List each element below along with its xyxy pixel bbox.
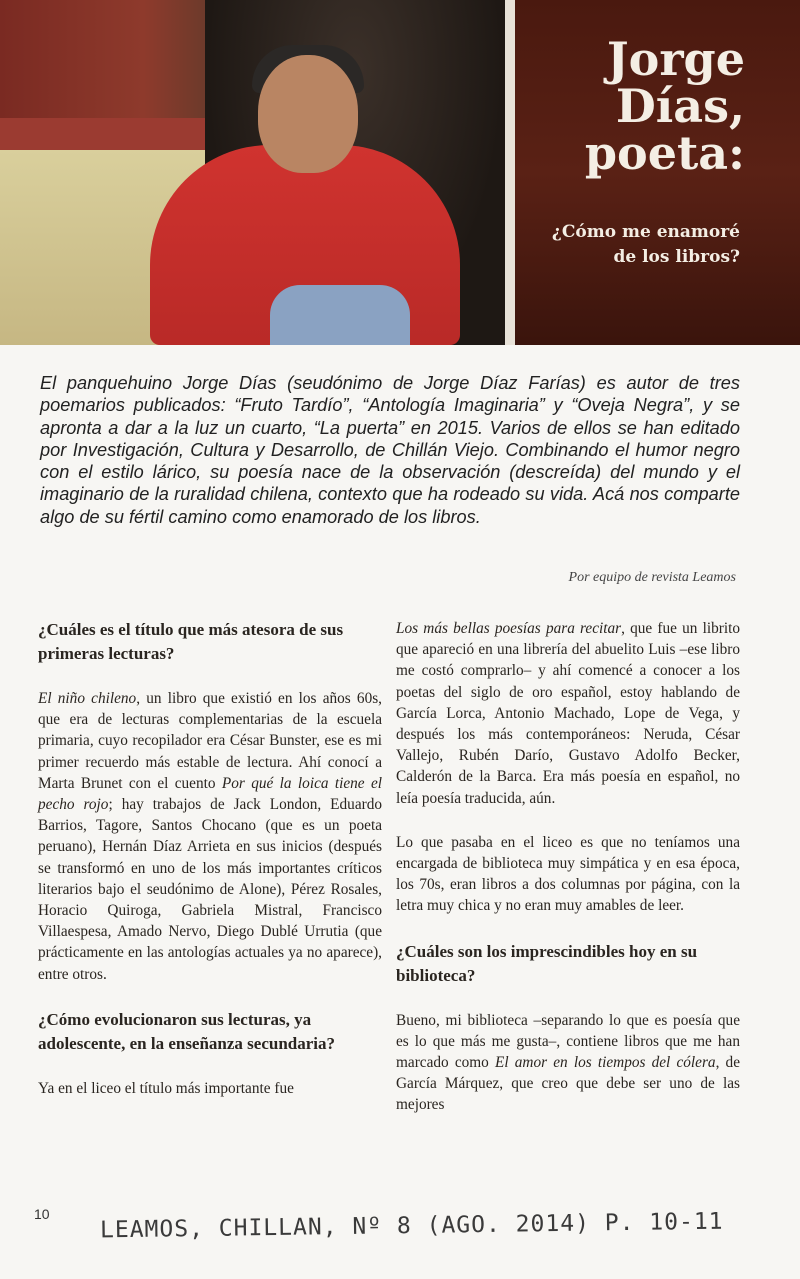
person-head xyxy=(258,55,358,173)
story-title: Por qué la loica tiene el pecho rojo xyxy=(38,774,382,814)
wall-trim xyxy=(0,118,205,150)
left-column xyxy=(38,618,382,1122)
answer-3 xyxy=(396,1010,740,1116)
byline: Por equipo de revista Leamos xyxy=(568,570,736,585)
title-line: Jorge xyxy=(606,32,745,86)
answer-text: , de García Márquez, que creo que debe ser uno de las mejores xyxy=(396,1054,740,1114)
question-3: ¿Cuáles son los imprescindibles hoy en su biblioteca? xyxy=(396,941,698,985)
subtitle-line: ¿Cómo me enamoré xyxy=(551,222,740,242)
answer-text: ; hay trabajos de Jack London, Eduardo Barrios, Tagore, Santos Chocano (que es un poeta peruano), Hernán Díaz Arrieta en sus inicios (después se transformó en uno de los más importantes críticos literarios bajo el seudónimo de Alone), Pérez Rosales, Horacio Quiroga, Gabriela Mistral, Francisco Villaespesa, Amado Nervo, Diego Dublé Urrutia (que prácticamente en las antologías actuales ya no aparece), entre otros. xyxy=(38,796,382,983)
person-jeans xyxy=(270,285,410,345)
answer-1 xyxy=(38,688,382,985)
answer-2-start: Ya en el liceo el título más importante fue xyxy=(38,1079,294,1097)
article-subtitle xyxy=(540,220,740,270)
book-title: El amor en los tiempos del cólera xyxy=(495,1054,716,1072)
title-line: poeta: xyxy=(584,126,745,180)
book-title: Los más bellas poesías para recitar xyxy=(396,620,622,637)
answer-text: Bueno, mi biblioteca –separando lo que es poesía que es lo que más me gusta–, contiene libros que me han marcado como xyxy=(396,1011,740,1072)
answer-text: , un libro que existió en los años 60s, que era de lecturas complementarias de la escuela primaria, cuyo recopilador era César Bunster, ese es mi primer recuerdo más estable de lectura. Ahí conocí a Marta Brunet con el cuento xyxy=(38,690,382,792)
answer-2-continued xyxy=(396,618,740,809)
title-line: Días, xyxy=(615,79,745,133)
page-number: 10 xyxy=(34,1206,50,1222)
article-title xyxy=(560,32,745,180)
answer-text: , que fue un librito que apareció en una librería del abuelito Luis –ese libro me costó comprarlo– y ahí comencé a conocer a los poetas del siglo de oro español, estoy hablando de García Lorca, Antonio Machado, Lope de Vega, y después los más contemporáneos: Neruda, César Vallejo, Rubén Darío, Gustavo Adolfo Becker, Calderón de la Barca. Era más poesía en español, no leía poesía traducida, aún. xyxy=(396,620,740,807)
question-2: ¿Cómo evolucionaron sus lecturas, ya adolescente, en la enseñanza secundaria? xyxy=(38,1009,336,1053)
answer-2-paragraph-2: Lo que pasaba en el liceo es que no teníamos una encargada de biblioteca muy simpática y en esa época, los 70s, eran libros a dos columnas por página, con la letra muy chica y no eran muy amables de leer. xyxy=(396,833,740,915)
right-column xyxy=(396,618,740,1139)
book-title: El niño chileno xyxy=(38,690,137,707)
handwritten-citation: LEAMOS, CHILLAN, Nº 8 (AGO. 2014) P. 10-11 xyxy=(99,1208,724,1244)
question-1: ¿Cuáles es el título que más atesora de sus primeras lecturas? xyxy=(38,620,344,663)
subtitle-line: de los libros? xyxy=(613,247,740,267)
intro-paragraph: El panquehuino Jorge Días (seudónimo de Jorge Díaz Farías) es autor de tres poemarios publicados: “Fruto Tardío”, “Antología Imaginaria” y “Oveja Negra”, y se apronta a dar a la luz un cuarto, “La puerta” en 2015. Varios de ellos se han editado por Investigación, Cultura y Desarrollo, de Chillán Viejo. Combinando el humor negro con el estilo lárico, su poesía nace de la observación (descreída) del mundo y el imaginario de la ruralidad chilena, contexto que ha rodeado su vida. Acá nos comparte algo de su fértil camino como enamorado de los libros. xyxy=(40,373,740,527)
